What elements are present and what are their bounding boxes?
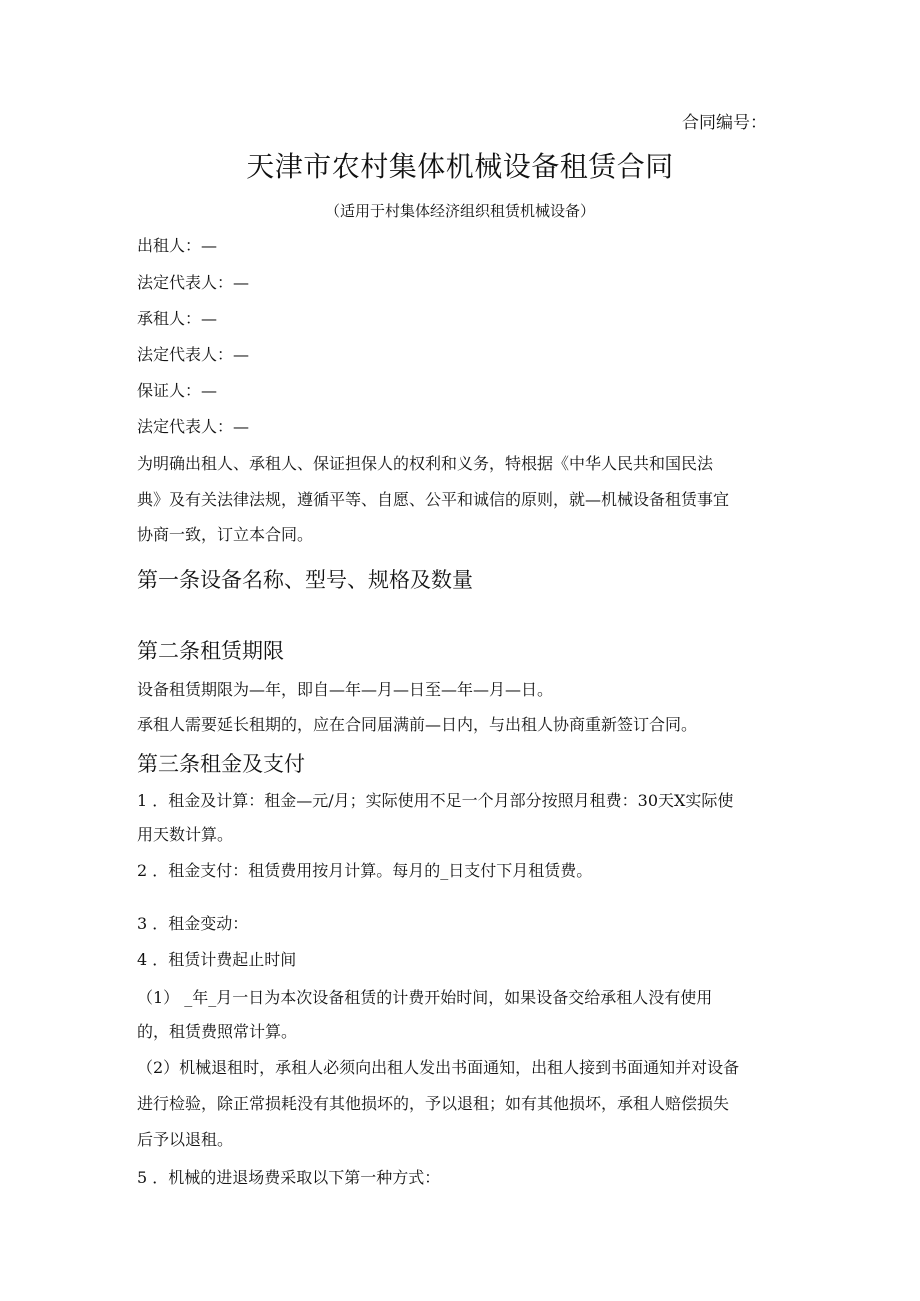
- document-subtitle: （适用于村集体经济组织租赁机械设备）: [324, 202, 595, 220]
- article-3-item-4: 4 ．租赁计费起止时间: [137, 950, 297, 969]
- article-3-item-1: 1 ．租金及计算：租金—元/月；实际使用不足一个月部分按照月租费：30天X实际使: [137, 791, 734, 810]
- article-2-paragraph: 承租人需要延长租期的，应在合同届满前—日内，与出租人协商重新签订合同。: [137, 715, 698, 734]
- article-3-sub-2-cont: 进行检验，除正常损耗没有其他损坏的，予以退租；如有其他损坏，承租人赔偿损失: [137, 1094, 730, 1113]
- article-3-sub-1: （1） _年_月一日为本次设备租赁的计费开始时间，如果设备交给承租人没有使用: [137, 988, 713, 1007]
- article-3-sub-1-cont: 的，租赁费照常计算。: [137, 1022, 298, 1041]
- article-2-heading: 第二条租赁期限: [137, 639, 284, 663]
- article-3-heading: 第三条租金及支付: [137, 752, 305, 776]
- article-3-item-5: 5 ．机械的进退场费采取以下第一种方式：: [137, 1168, 441, 1187]
- preamble-line: 为明确出租人、承租人、保证担保人的权利和义务，特根据《中华人民共和国民法: [137, 454, 714, 473]
- article-3-item-2: 2 ．租金支付：租赁费用按月计算。每月的_日支付下月租赁费。: [137, 861, 593, 880]
- party-guarantor: 保证人：—: [137, 381, 218, 400]
- article-3-item-3: 3 ．租金变动：: [137, 914, 249, 933]
- party-lessee: 承租人：—: [137, 309, 218, 328]
- article-1-heading: 第一条设备名称、型号、规格及数量: [137, 568, 473, 592]
- contract-number-label: 合同编号：: [682, 113, 767, 133]
- party-guarantor-representative: 法定代表人：—: [137, 417, 250, 436]
- document-title: 天津市农村集体机械设备租赁合同: [246, 150, 674, 183]
- article-3-sub-2: （2）机械退租时，承租人必须向出租人发出书面通知，出租人接到书面通知并对设备: [137, 1058, 740, 1077]
- party-lessor: 出租人：—: [137, 236, 218, 255]
- party-lessee-representative: 法定代表人：—: [137, 345, 250, 364]
- article-3-sub-2-cont: 后予以退租。: [137, 1130, 234, 1149]
- preamble-line: 协商一致，订立本合同。: [137, 525, 314, 544]
- party-lessor-representative: 法定代表人：—: [137, 273, 250, 292]
- article-3-item-1-cont: 用天数计算。: [137, 825, 234, 844]
- preamble-line: 典》及有关法律法规，遵循平等、自愿、公平和诚信的原则，就—机械设备租赁事宜: [137, 490, 730, 509]
- article-2-paragraph: 设备租赁期限为—年，即自—年—月—日至—年—月—日。: [137, 680, 554, 699]
